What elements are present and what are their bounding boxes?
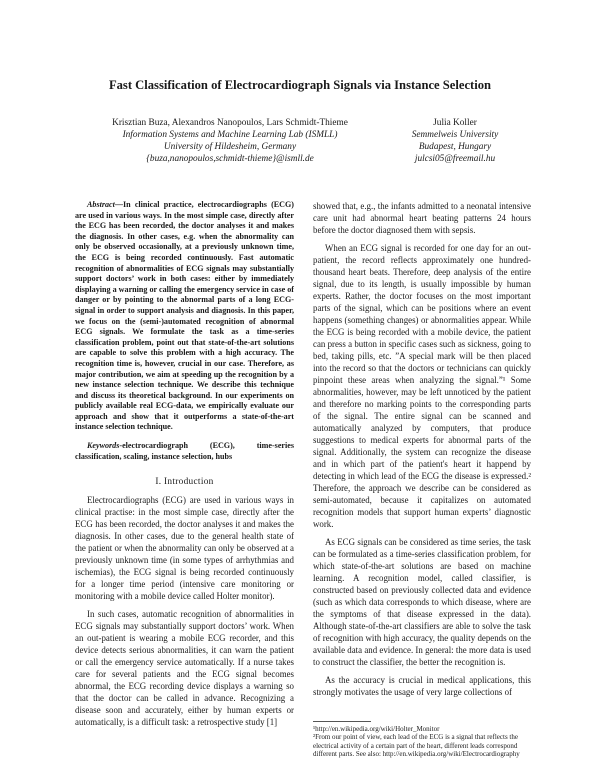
intro-paragraph-1: Electrocardiographs (ECG) are used in various ways in clinical practise: in the most simple case, directly after the ECG has been recorded, the doctor analyses it and makes the diagnosis. In other cases, due to the general health state of the patient or when the abnormality can only be observed at a previously unknown time (in some types of arrhythmias and ischemias), the ECG signal is being recorded continuously for a longer time period (intensive care monitoring or monitoring with a mobile device called Holter monitor). (75, 495, 294, 602)
paper-title: Fast Classification of Electrocardiograph Signals via Instance Selection (108, 78, 492, 92)
footnote-rule (313, 721, 371, 722)
authors-block-right (380, 117, 530, 165)
section-heading: I. Introduction (155, 477, 214, 488)
keywords-text: -electrocardiograph (ECG), time-series classification, scaling, instance selection, hubs (75, 441, 294, 461)
left-column (75, 200, 294, 728)
author-name-right: Julia Koller (433, 118, 477, 128)
author-lab: Information Systems and Machine Learning Lab (ISMLL) (122, 130, 338, 140)
right-paragraph-3: As ECG signals can be considered as time series, the task can be formulated as a time-series classification problem, for which state-of-the-art solutions are based on machine learning. A recognition model, called classifier, is constructed based on previously collected data and evidence (such as which data corresponds to which disease, where are the symptoms of that disease expressed in the data). Although state-of-the-art classifiers are able to solve the task of recognition with high accuracy, the quality depends on the available data and evidence. In general: the more data is used to construct the classifier, the better the recognition is. (313, 537, 531, 667)
author-university: University of Hildesheim, Germany (163, 142, 297, 152)
authors-block-left (80, 117, 380, 165)
author-email: {buza,nanopoulos,schmidt-thieme}@ismll.de (146, 154, 314, 164)
author-city-right: Budapest, Hungary (418, 142, 492, 152)
author-email-right: julcsi05@freemail.hu (414, 154, 496, 164)
right-paragraph-1: showed that, e.g., the infants admitted to a neonatal intensive care unit had abnormal heart beating patterns 24 hours before the doctor diagnosed them with sepsis. (313, 201, 531, 235)
keywords (75, 441, 294, 462)
right-column (313, 200, 531, 698)
author-university-right: Semmelweis University (411, 130, 499, 140)
footnote-1: ¹http://en.wikipedia.org/wiki/Holter_Monitor (313, 725, 440, 733)
abstract-label: Abstract (87, 200, 115, 209)
abstract-text: —In clinical practice, electrocardiographs (ECG) are used in various ways. In the most simple case, directly after the ECG has been recorded, the doctor analyses it and makes the diagnosis. In other cases, e.g. when the abnormality can only be observed occasionally, at a previously unknown time, the ECG is being recorded continuously. Fast automatic recognition of abnormalities of ECG signals may substantially support doctors’ work in both cases: either by immediately displaying a warning or calling the emergency service in case of danger or by pointing to the abnormal parts of a long ECG-signal in order to support analysis and diagnosis. In this paper, we focus on the (semi-)automated recognition of abnormal ECG signals. We formulate the task as a time-series classification problem, point out that state-of-the-art solutions are capable to solve this problem with a high accuracy. The recognition time is, however, crucial in our case. Therefore, as major contribution, we aim at speeding up the recognition by a new instance selection technique. We describe this technique and discuss its theoretical background. In our experiments on publicly available real ECG-data, we empirically evaluate our approach and show that it outperforms a state-of-the-art instance selection technique. (75, 200, 294, 432)
footnotes (313, 721, 531, 759)
footnote-2: ²From our point of view, each lead of the ECG is a signal that reflects the electrical activity of a certain part of the heart, different leads correspond different parts. See also: http://en.wikipedia.org/wiki/Electrocardiography (313, 733, 520, 759)
abstract (75, 200, 294, 433)
right-paragraph-2: When an ECG signal is recorded for one day for an out-patient, the record reflects approximately one hundred-thousand heart beats. Therefore, deep analysis of the entire signal, due to its length, is usually impossible by human experts. Rather, the doctor focuses on the most important parts of the signal, which can be positions where an event happens (something changes) or abnormalities appear. While the ECG is being recorded with a mobile device, the patient can press a button in specific cases such as sickness, going to bed, taking pills, etc. ”A special mark will be then placed into the record so that the doctors or technicians can quickly pinpoint these areas when analyzing the signal.”¹ Some abnormalities, however, may be left unnoticed by the patient and therefore no marking points to the corresponding parts of the signal. The entire signal can be scanned and automatically analyzed by computers, that produce suggestions to medical experts for abnormal parts of the signal. Additionally, the system can recognize the disease and in which part of the patient's heart it happend by detecting in which lead of the ECG the disease is expressed.² Therefore, the approach we describe can be considered as semi-automated, because it capitalizes on automated recognition models that support human experts’ diagnostic work. (313, 243, 531, 529)
intro-paragraph-2: In such cases, automatic recognition of abnormalities in ECG signals may substantially support doctors’ work. When an out-patient is wearing a mobile ECG recorder, and this device detects serious abnormalities, it can warn the patient or call the emergency service automatically. If a nurse takes care for several patients and the ECG signal becomes abnormal, the ECG recording device displays a warning so that the doctor can be called in advance. Recognizing a disease soon and accurately, either by human experts or automatically, is a difficult task: a retrospective study [1] (75, 609, 294, 728)
right-paragraph-4: As the accuracy is crucial in medical applications, this strongly motivates the usage of very large collections of (313, 675, 531, 697)
author-names: Krisztian Buza, Alexandros Nanopoulos, Lars Schmidt-Thieme (112, 118, 348, 128)
keywords-label: Keywords (87, 441, 120, 451)
